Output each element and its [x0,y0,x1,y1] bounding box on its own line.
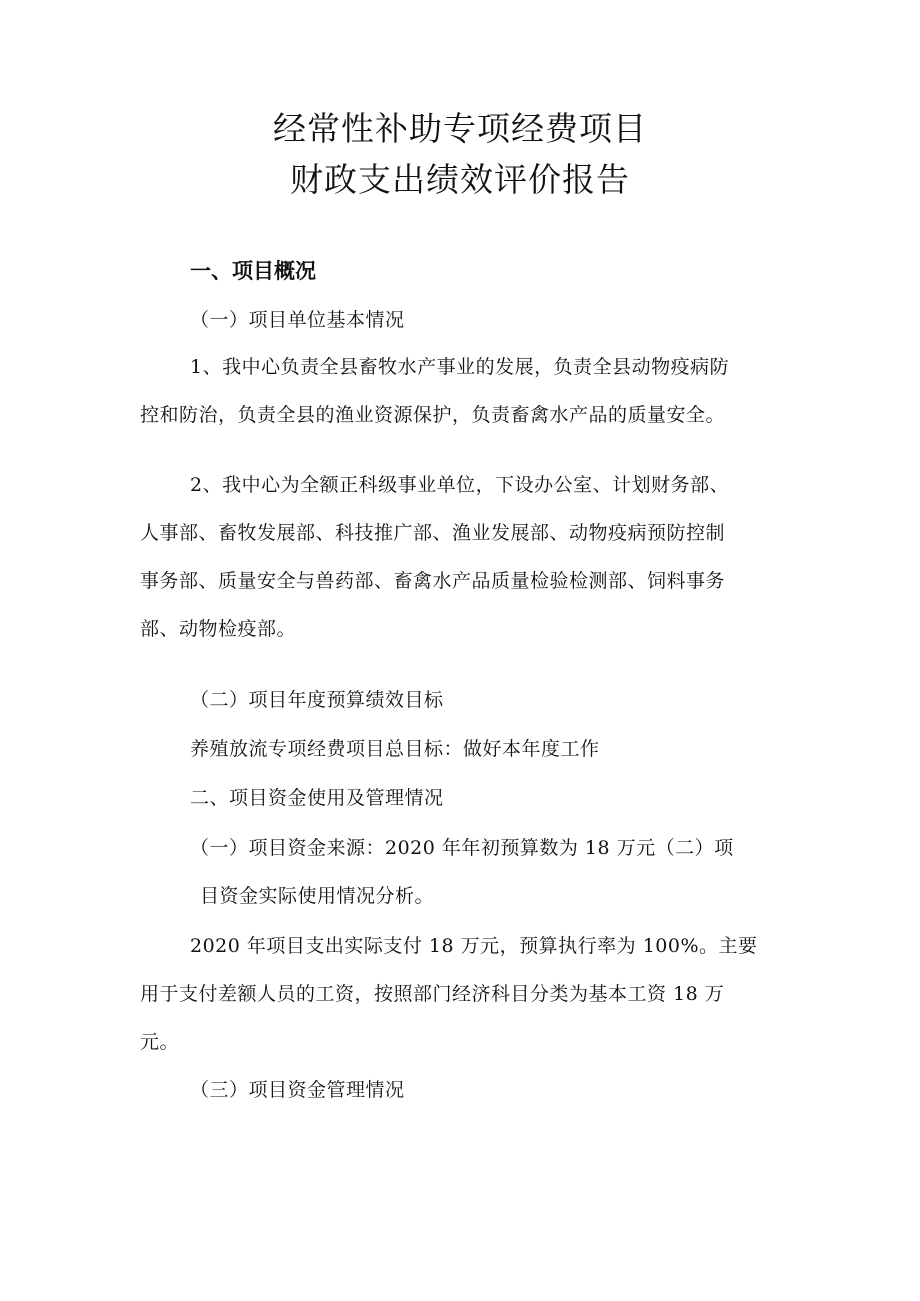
paragraph-2-line-1: 2、我中心为全额正科级事业单位，下设办公室、计划财务部、 [190,474,730,496]
paragraph-2-line-3: 事务部、质量安全与兽药部、畜禽水产品质量检验检测部、饲料事务 [140,570,726,592]
paragraph-2-line-2: 人事部、畜牧发展部、科技推广部、渔业发展部、动物疫病预防控制 [140,522,726,544]
fund-usage-line-3: 元。 [140,1031,180,1053]
section-heading-fund-usage: 二、项目资金使用及管理情况 [190,787,444,809]
goal-statement: 养殖放流专项经费项目总目标：做好本年度工作 [190,738,600,760]
paragraph-1-line-2: 控和防治，负责全县的渔业资源保护，负责畜禽水产品的质量安全。 [140,404,726,426]
document-title-line-2: 财政支出绩效评价报告 [290,160,630,199]
fund-source-line-1: （一）项目资金来源：2020 年年初预算数为 18 万元（二）项 [190,837,734,859]
subheading-unit-basic-info: （一）项目单位基本情况 [190,309,405,331]
fund-source-line-2: 目资金实际使用情况分析。 [200,885,435,907]
subheading-annual-budget-goal: （二）项目年度预算绩效目标 [190,689,444,711]
subheading-fund-management: （三）项目资金管理情况 [190,1079,405,1101]
fund-usage-line-1: 2020 年项目支出实际支付 18 万元，预算执行率为 100%。主要 [190,935,758,957]
paragraph-1-line-1: 1、我中心负责全县畜牧水产事业的发展，负责全县动物疫病防 [190,356,730,378]
fund-usage-line-2: 用于支付差额人员的工资，按照部门经济科目分类为基本工资 18 万 [140,983,725,1005]
section-heading-project-overview: 一、项目概况 [190,259,316,283]
paragraph-2-line-4: 部、动物检疫部。 [140,618,297,640]
document-title-line-1: 经常性补助专项经费项目 [273,109,647,148]
